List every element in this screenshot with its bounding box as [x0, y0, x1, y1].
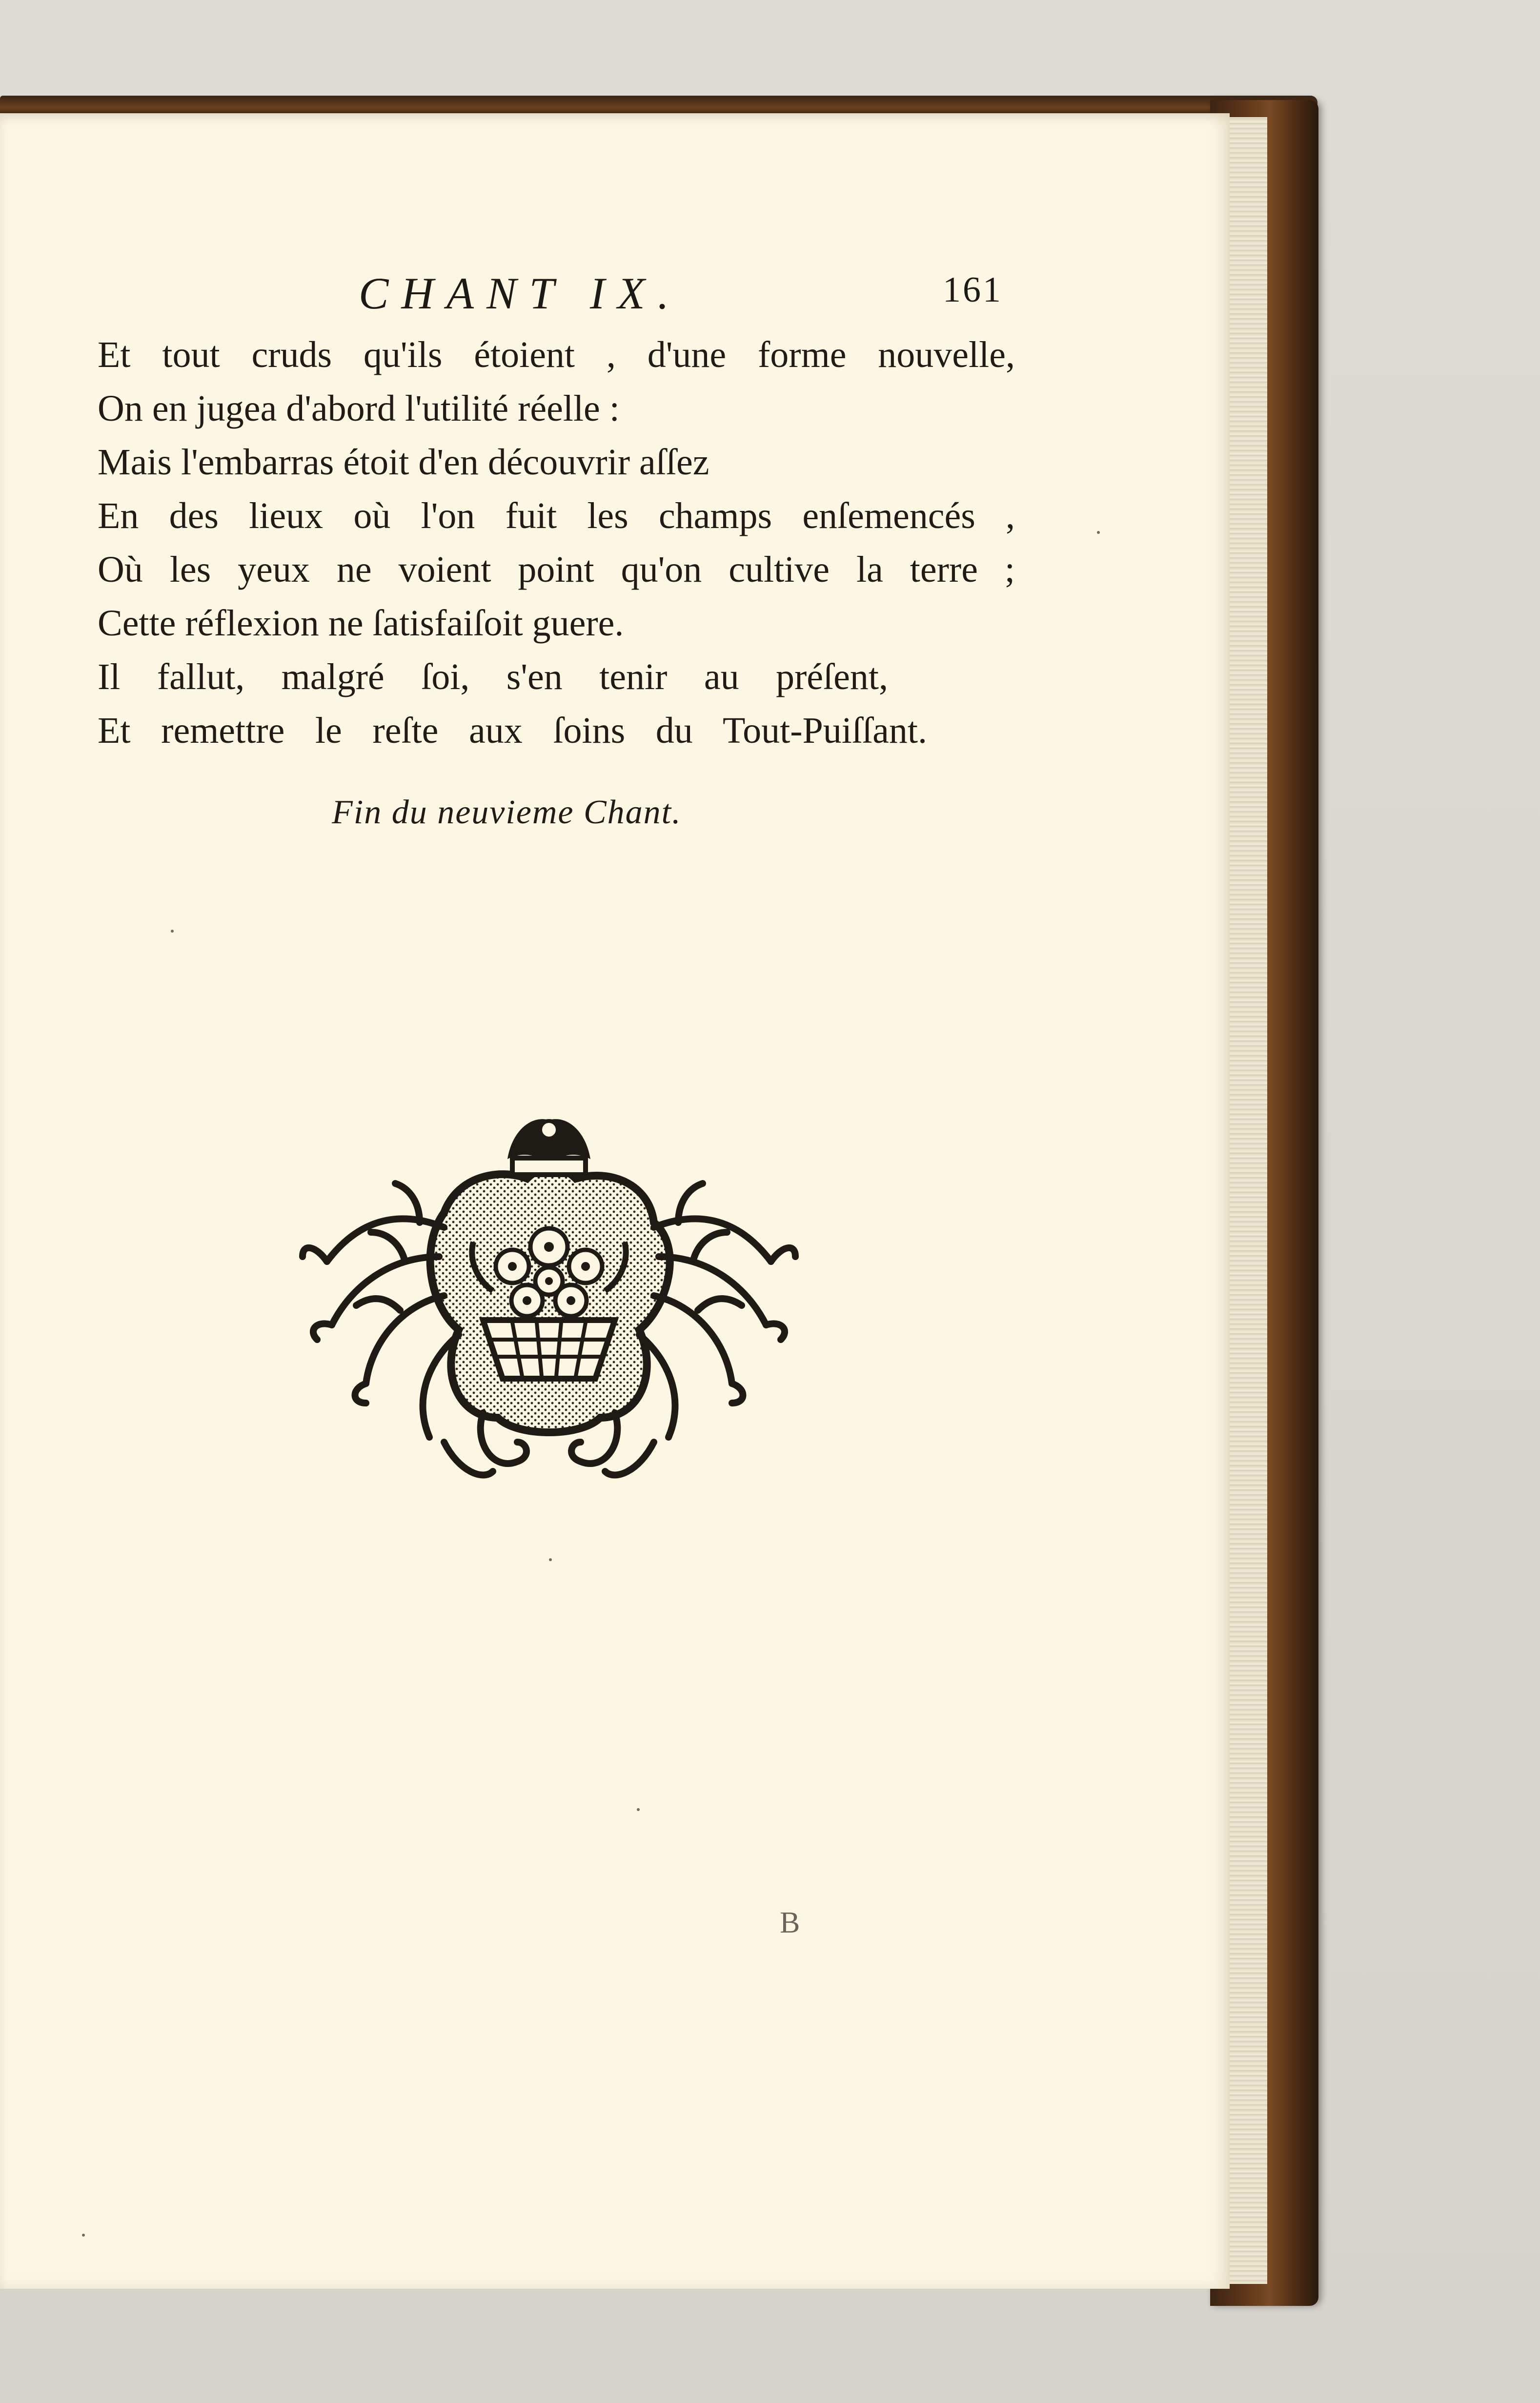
verse-line: On en jugea d'abord l'utilité réelle :	[98, 388, 620, 429]
verse-line: Et remettre le reſte aux ſoins du Tout-Puiſſant.	[98, 710, 927, 751]
paper-speck	[1097, 531, 1100, 534]
paper-speck	[82, 2234, 85, 2237]
verse-line: Cette réflexion ne ſatisfaiſoit guere.	[98, 603, 624, 644]
running-head	[359, 267, 1003, 316]
verse-line: Il fallut, malgré ſoi, s'en tenir au préſent,	[98, 656, 888, 697]
verse-line: Où les yeux ne voient point qu'on cultive la terre ;	[98, 549, 1015, 590]
chant-title: CHANT IX.	[359, 268, 682, 318]
verse-line: Mais l'embarras étoit d'en découvrir aſſez	[98, 442, 709, 483]
paper-speck	[549, 1558, 552, 1561]
verse-line: En des lieux où l'on fuit les champs enſemencés ,	[98, 495, 1015, 536]
paper-speck	[171, 930, 174, 933]
signature-mark: B	[780, 1906, 800, 1939]
paper-speck	[637, 1808, 640, 1811]
page-number: 161	[943, 270, 1003, 310]
verse-block	[98, 328, 1025, 757]
basket-of-flowers-fleuron	[298, 1100, 800, 1491]
verse-line: Et tout cruds qu'ils étoient , d'une forme nouvelle,	[98, 334, 1015, 375]
colophon: Fin du neuvieme Chant.	[332, 794, 682, 831]
